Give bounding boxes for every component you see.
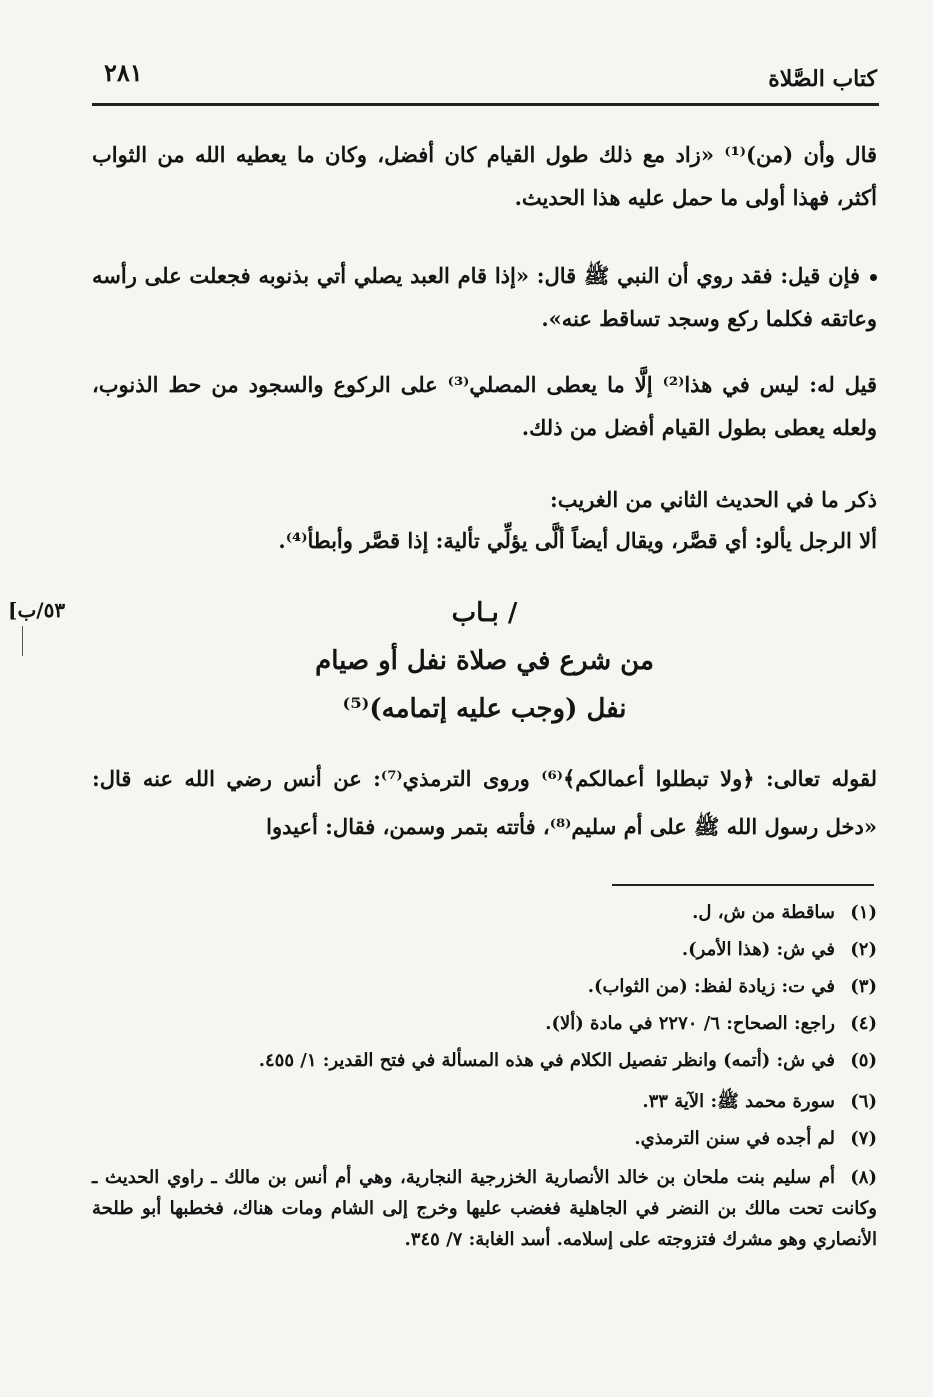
footnote-text: لم أجده في سنن الترمذي. — [634, 1128, 835, 1149]
header-rule — [92, 103, 879, 106]
footnote-number: (٨) — [850, 1167, 877, 1188]
footnote-number: (٥) — [850, 1050, 877, 1071]
footnote-number: (٧) — [850, 1128, 877, 1149]
footnote-2 — [92, 936, 877, 964]
footnote-number: (٢) — [850, 939, 877, 960]
chapter-title-line-2: نفل (وجب عليه إتمامه)⁽⁵⁾ — [342, 694, 627, 724]
footnote-text: في ت: زيادة لفظ: (من الثواب). — [587, 976, 835, 997]
page-number: ٢٨١ — [104, 58, 143, 87]
footnote-8 — [92, 1162, 877, 1255]
page-header — [92, 58, 877, 98]
paragraph-2-text: فإن قيل: فقد روي أن النبي ﷺ قال: «إذا قام العبد يصلي أتي بذنوبه فجعلت على رأسه وعاتقه فكلما ركع وسجد تساقط عنه». — [92, 263, 877, 331]
book-title: كتاب الصَّلاة — [768, 66, 877, 92]
chapter-text: لقوله تعالى: ﴿ولا تبطلوا أعمالكم﴾⁽⁶⁾ وروى الترمذي⁽⁷⁾: عن أنس رضي الله عنه قال: «دخل رسول الله ﷺ على أم سليم⁽⁸⁾، فأتته بتمر وسمن، فقال: أعيدوا — [92, 766, 877, 839]
footnote-number: (٦) — [850, 1091, 877, 1112]
footnote-text: راجع: الصحاح: ٦/ ٢٢٧٠ في مادة (ألا). — [545, 1013, 835, 1034]
footnote-1 — [92, 899, 877, 927]
footnote-3 — [92, 973, 877, 1001]
footnote-number: (٤) — [850, 1013, 877, 1034]
footnote-text: أم سليم بنت ملحان بن خالد الأنصارية الخزرجية النجارية، وهي أم أنس بن مالك ـ راوي الحديث ـ وكانت تحت مالك بن النضر في الجاهلية فغضب عليها وخرج إلى الشام ومات هناك، فخطبها أبو طلحة الأنصاري وهو مشرك فتزوجته على إسلامه. أسد الغابة: ٧/ ٣٤٥. — [92, 1167, 877, 1250]
footnote-number: (٣) — [850, 976, 877, 997]
section-heading-gharib: ذكر ما في الحديث الثاني من الغريب: — [550, 487, 877, 512]
footnote-text: سورة محمد ﷺ: الآية ٣٣. — [642, 1091, 835, 1112]
paragraph-3: قيل له: ليس في هذا⁽²⁾ إلَّا ما يعطى المصلي⁽³⁾ على الركوع والسجود من حط الذنوب، ولعله يعطى بطول القيام أفضل من ذلك. — [92, 372, 877, 440]
bullet-icon — [870, 274, 877, 281]
footnote-text: في ش: (هذا الأمر). — [681, 939, 835, 960]
footnote-text: في ش: (أتمه) وانظر تفصيل الكلام في هذه المسألة في فتح القدير: ١/ ٤٥٥. — [258, 1050, 835, 1071]
margin-line — [22, 626, 23, 656]
margin-note: [٥٣/ب — [8, 598, 66, 622]
footnote-rule — [612, 884, 874, 886]
footnote-7 — [92, 1125, 877, 1153]
chapter-title-line-1: من شرع في صلاة نفل أو صيام — [315, 646, 654, 676]
paragraph-gharib: ألا الرجل يألو: أي قصَّر، ويقال أيضاً ألَّى يؤلِّي تألية: إذا قصَّر وأبطأ⁽⁴⁾. — [278, 528, 877, 553]
footnote-number: (١) — [850, 902, 877, 923]
paragraph-2 — [92, 254, 877, 340]
paragraph-1: قال وأن (من)⁽¹⁾ «زاد مع ذلك طول القيام كان أفضل، وكان ما يعطيه الله من الثواب أكثر، فهذا أولى ما حمل عليه هذا الحديث. — [92, 142, 878, 210]
footnote-text: ساقطة من ش، ل. — [692, 902, 835, 923]
footnote-5 — [92, 1047, 877, 1075]
chapter-label: / بـاب — [451, 598, 518, 628]
footnote-4 — [92, 1010, 877, 1038]
footnote-6 — [92, 1088, 877, 1116]
